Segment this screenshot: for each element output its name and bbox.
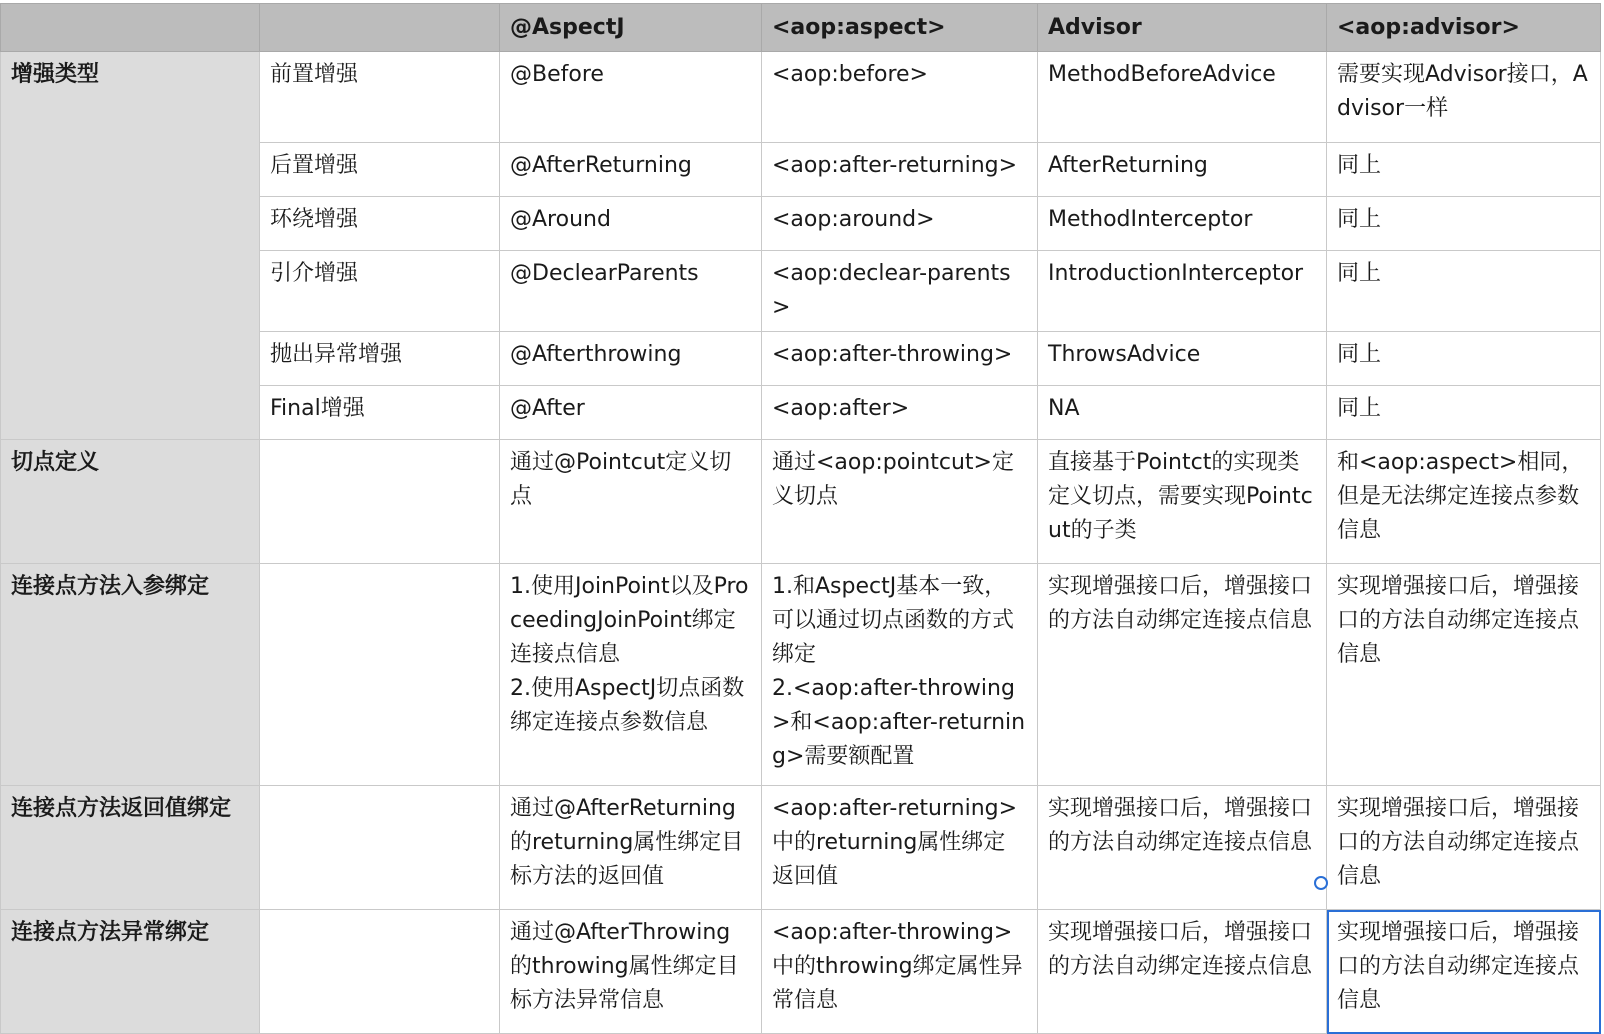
cell-aop-advisor[interactable]: 实现增强接口后，增强接口的方法自动绑定连接点信息: [1327, 564, 1601, 786]
cell-aop-aspect[interactable]: <aop:after-throwing>: [762, 332, 1038, 386]
cell-sub[interactable]: Final增强: [260, 386, 500, 440]
cell-aop-aspect[interactable]: <aop:after>: [762, 386, 1038, 440]
row-header-exception-binding[interactable]: 连接点方法异常绑定: [1, 910, 260, 1034]
cell-sub[interactable]: 前置增强: [260, 52, 500, 143]
cell-sub[interactable]: [260, 564, 500, 786]
row-header-advice-type[interactable]: 增强类型: [1, 52, 260, 440]
cell-aspectj[interactable]: @Afterthrowing: [500, 332, 762, 386]
row-header-param-binding[interactable]: 连接点方法入参绑定: [1, 564, 260, 786]
cell-aspectj[interactable]: @After: [500, 386, 762, 440]
table-row: [1, 786, 1601, 910]
cell-aspectj[interactable]: @Before: [500, 52, 762, 143]
cell-sub[interactable]: 后置增强: [260, 143, 500, 197]
cell-aop-aspect[interactable]: <aop:after-returning>: [762, 143, 1038, 197]
cell-aop-advisor[interactable]: 同上: [1327, 197, 1601, 251]
cell-aop-advisor[interactable]: 同上: [1327, 251, 1601, 332]
cell-advisor[interactable]: AfterReturning: [1038, 143, 1327, 197]
selection-handle-icon[interactable]: [1314, 876, 1328, 890]
table-row: [1, 564, 1601, 786]
cell-advisor[interactable]: IntroductionInterceptor: [1038, 251, 1327, 332]
header-advisor[interactable]: Advisor: [1038, 4, 1327, 52]
cell-advisor[interactable]: MethodBeforeAdvice: [1038, 52, 1327, 143]
cell-aspectj[interactable]: @Around: [500, 197, 762, 251]
header-row: [1, 4, 1601, 52]
cell-sub[interactable]: 环绕增强: [260, 197, 500, 251]
header-aspectj[interactable]: @AspectJ: [500, 4, 762, 52]
cell-advisor[interactable]: NA: [1038, 386, 1327, 440]
cell-sub[interactable]: [260, 440, 500, 564]
cell-advisor[interactable]: 实现增强接口后，增强接口的方法自动绑定连接点信息: [1038, 564, 1327, 786]
cell-aspectj[interactable]: 通过@Pointcut定义切点: [500, 440, 762, 564]
cell-sub[interactable]: 引介增强: [260, 251, 500, 332]
cell-aop-aspect[interactable]: 通过<aop:pointcut>定义切点: [762, 440, 1038, 564]
cell-aop-aspect[interactable]: <aop:before>: [762, 52, 1038, 143]
comparison-table: [0, 3, 1601, 1034]
cell-aop-aspect[interactable]: <aop:after-throwing>中的throwing绑定属性异常信息: [762, 910, 1038, 1034]
cell-aspectj[interactable]: @AfterReturning: [500, 143, 762, 197]
table-row: [1, 910, 1601, 1034]
cell-aop-aspect[interactable]: <aop:around>: [762, 197, 1038, 251]
cell-aop-advisor-selected[interactable]: 实现增强接口后，增强接口的方法自动绑定连接点信息: [1327, 910, 1601, 1034]
row-header-return-binding[interactable]: 连接点方法返回值绑定: [1, 786, 260, 910]
cell-aop-aspect[interactable]: <aop:after-returning>中的returning属性绑定返回值: [762, 786, 1038, 910]
cell-advisor[interactable]: MethodInterceptor: [1038, 197, 1327, 251]
cell-advisor[interactable]: 直接基于Pointct的实现类定义切点，需要实现Pointcut的子类: [1038, 440, 1327, 564]
cell-aop-advisor[interactable]: 同上: [1327, 143, 1601, 197]
cell-aop-aspect[interactable]: 1.和AspectJ基本一致，可以通过切点函数的方式绑定 2.<aop:after-throwing>和<aop:after-returning>需要额配置: [762, 564, 1038, 786]
cell-aspectj[interactable]: 1.使用JoinPoint以及ProceedingJoinPoint绑定连接点信息 2.使用AspectJ切点函数绑定连接点参数信息: [500, 564, 762, 786]
row-header-pointcut[interactable]: 切点定义: [1, 440, 260, 564]
cell-aop-aspect[interactable]: <aop:declear-parents>: [762, 251, 1038, 332]
cell-advisor[interactable]: 实现增强接口后，增强接口的方法自动绑定连接点信息: [1038, 786, 1327, 910]
table-row: [1, 440, 1601, 564]
table-row: [1, 52, 1601, 143]
cell-sub[interactable]: 抛出异常增强: [260, 332, 500, 386]
cell-sub[interactable]: [260, 786, 500, 910]
cell-aop-advisor[interactable]: 需要实现Advisor接口，Advisor一样: [1327, 52, 1601, 143]
header-aop-advisor[interactable]: <aop:advisor>: [1327, 4, 1601, 52]
cell-advisor[interactable]: ThrowsAdvice: [1038, 332, 1327, 386]
cell-aspectj[interactable]: @DeclearParents: [500, 251, 762, 332]
cell-aspectj[interactable]: 通过@AfterThrowing的throwing属性绑定目标方法异常信息: [500, 910, 762, 1034]
cell-aop-advisor[interactable]: 同上: [1327, 332, 1601, 386]
header-aop-aspect[interactable]: <aop:aspect>: [762, 4, 1038, 52]
cell-aop-advisor[interactable]: 同上: [1327, 386, 1601, 440]
cell-aop-advisor[interactable]: 实现增强接口后，增强接口的方法自动绑定连接点信息: [1327, 786, 1601, 910]
header-blank-1[interactable]: [1, 4, 260, 52]
cell-sub[interactable]: [260, 910, 500, 1034]
cell-advisor[interactable]: 实现增强接口后，增强接口的方法自动绑定连接点信息: [1038, 910, 1327, 1034]
header-blank-2[interactable]: [260, 4, 500, 52]
cell-aop-advisor[interactable]: 和<aop:aspect>相同，但是无法绑定连接点参数信息: [1327, 440, 1601, 564]
cell-aspectj[interactable]: 通过@AfterReturning的returning属性绑定目标方法的返回值: [500, 786, 762, 910]
